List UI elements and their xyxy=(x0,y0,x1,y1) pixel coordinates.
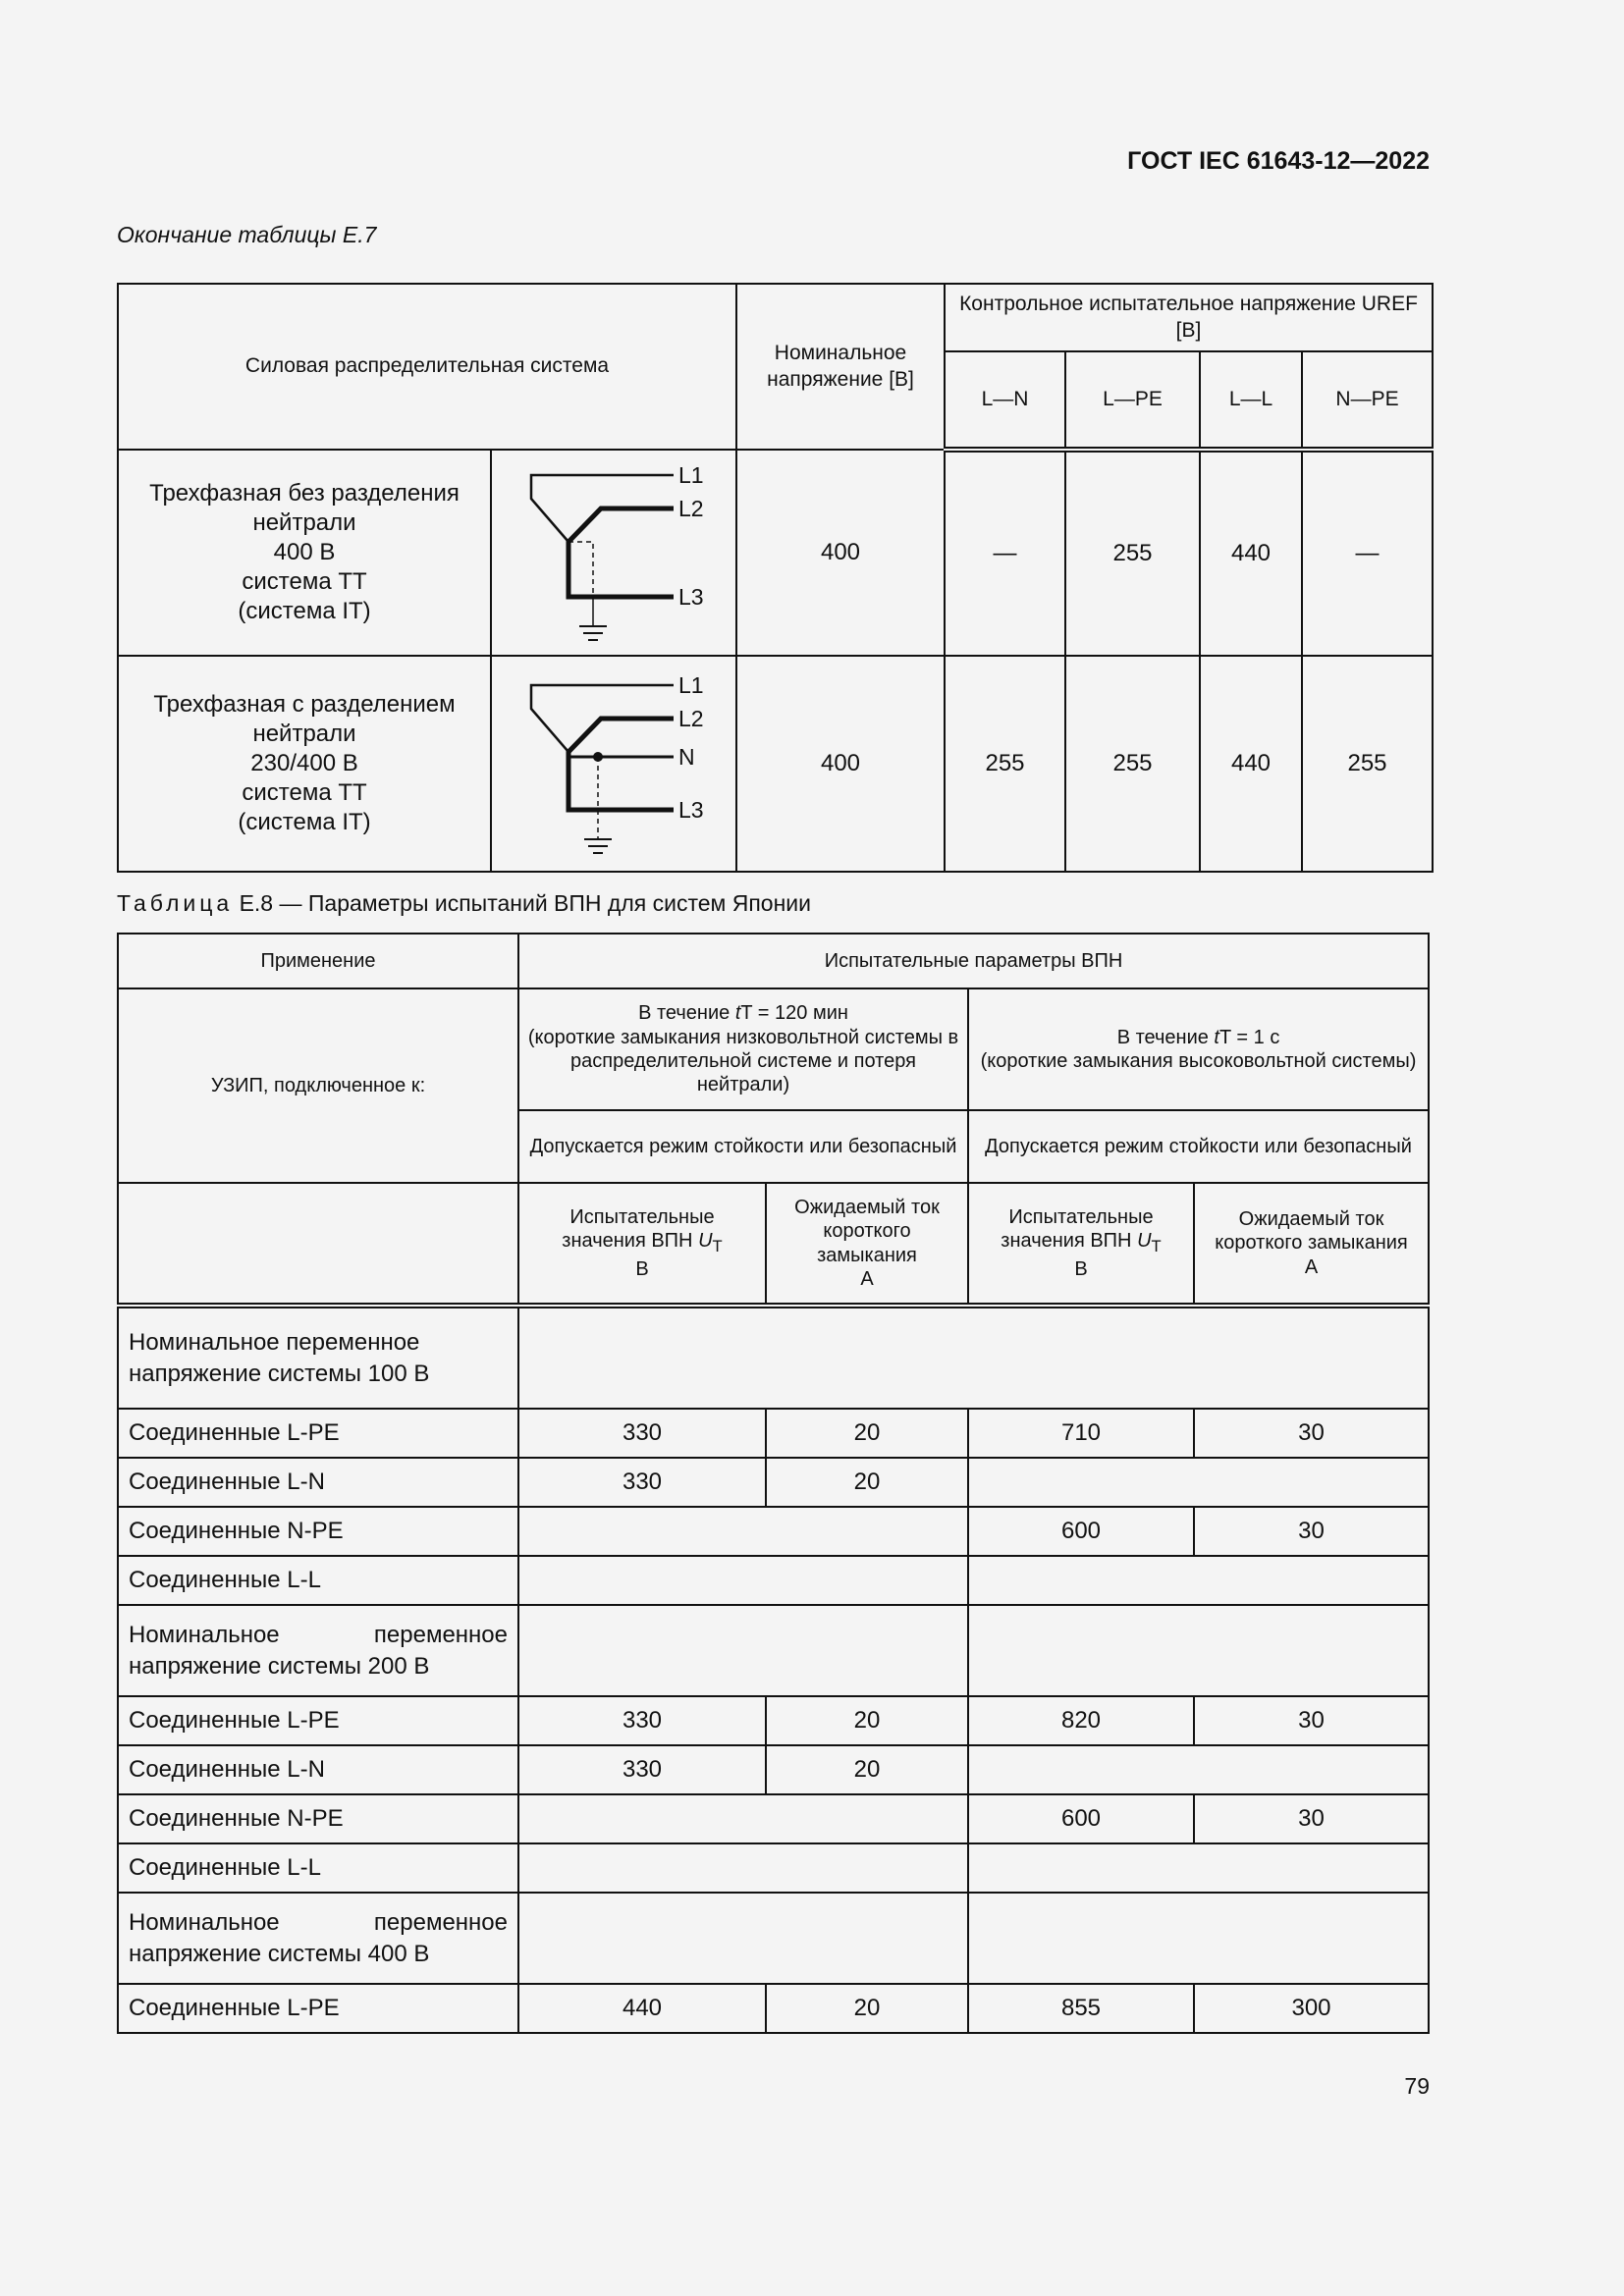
text-line: нейтрали xyxy=(252,721,356,747)
header-mode-1: Допускается режим стойкости или безопасный xyxy=(518,1110,968,1183)
empty-cell xyxy=(518,1556,968,1605)
value-v1: 330 xyxy=(518,1458,766,1507)
value-i1: 20 xyxy=(766,1458,968,1507)
header-test-values-1 xyxy=(518,1183,766,1306)
wye-diagram-svg xyxy=(492,452,733,654)
row-label: Соединенные L-N xyxy=(118,1745,518,1794)
value-i2: 30 xyxy=(1194,1507,1429,1556)
header-period-1s xyxy=(968,988,1429,1110)
value-n-pe: — xyxy=(1302,450,1433,656)
row-label: Соединенные N-PE xyxy=(118,1507,518,1556)
empty-cell xyxy=(518,1843,968,1893)
empty-cell xyxy=(518,1306,1429,1409)
diagram-label-l1: L1 xyxy=(678,672,704,698)
value-v2: 710 xyxy=(968,1409,1194,1458)
text-line: 400 В xyxy=(273,539,336,565)
header-text: Ожидаемый ток короткого замыкания xyxy=(794,1196,940,1266)
diagram-label-l3: L3 xyxy=(678,797,704,823)
table-e8 xyxy=(117,933,1430,2034)
table-row xyxy=(118,1409,1429,1458)
header-text: Ожидаемый ток короткого замыкания xyxy=(1215,1207,1408,1255)
value-n-pe: 255 xyxy=(1302,656,1433,872)
value-l-n: — xyxy=(945,450,1065,656)
row-label: Соединенные L-L xyxy=(118,1556,518,1605)
value-i1: 20 xyxy=(766,1409,968,1458)
page-number: 79 xyxy=(1404,2073,1430,2099)
empty-cell xyxy=(968,1745,1429,1794)
wye-neutral-diagram-svg xyxy=(492,658,733,870)
table-row xyxy=(118,1843,1429,1893)
header-text: Испытательные значения ВПН xyxy=(1001,1205,1154,1253)
symbol-sub: T xyxy=(712,1237,723,1256)
period-text: T = 120 мин xyxy=(740,1002,848,1025)
value-v1: 440 xyxy=(518,1984,766,2033)
diagram-label-l2: L2 xyxy=(678,496,704,521)
diagram-label-l2: L2 xyxy=(678,706,704,731)
neutral-node-dot xyxy=(593,752,603,762)
period-text: В течение xyxy=(638,1002,735,1025)
nominal-voltage-cell: 400 xyxy=(736,656,945,872)
value-v2: 600 xyxy=(968,1794,1194,1843)
header-system: Силовая распределительная система xyxy=(118,284,736,450)
text-line: (система IT) xyxy=(238,809,371,835)
period-text: В течение xyxy=(1116,1026,1215,1048)
header-period-120min xyxy=(518,988,968,1110)
text-line: Трехфазная без разделения xyxy=(149,480,460,507)
table-continuation-label: Окончание таблицы Е.7 xyxy=(117,222,377,247)
table-row xyxy=(118,1556,1429,1605)
text-line: 230/400 В xyxy=(250,750,358,776)
three-phase-wye-neutral-diagram xyxy=(491,656,736,872)
empty-cell xyxy=(968,1843,1429,1893)
section-label-200v: Номинальное переменное напряжение системы 200 В xyxy=(118,1605,518,1696)
value-l-n: 255 xyxy=(945,656,1065,872)
header-col-n-pe: N—PE xyxy=(1302,351,1433,450)
text-line: система ТТ xyxy=(242,568,367,595)
text-line: Трехфазная с разделением xyxy=(153,691,456,718)
three-phase-wye-diagram xyxy=(491,450,736,656)
value-i2: 30 xyxy=(1194,1696,1429,1745)
value-v2: 855 xyxy=(968,1984,1194,2033)
symbol-sub: T xyxy=(1151,1237,1162,1256)
header-spd-connected: УЗИП, подключенное к: xyxy=(118,988,518,1183)
header-col-l-l: L—L xyxy=(1200,351,1302,450)
value-v1: 330 xyxy=(518,1696,766,1745)
row-label: Соединенные N-PE xyxy=(118,1794,518,1843)
empty-cell xyxy=(518,1893,968,1984)
header-test-params: Испытательные параметры ВПН xyxy=(518,934,1429,988)
table-row xyxy=(118,1696,1429,1745)
period-note: (короткие замыкания низковольтной системы в распределительной системе и потеря нейтрали) xyxy=(527,1026,959,1096)
header-application: Применение xyxy=(118,934,518,988)
system-description xyxy=(118,656,491,872)
table-e7 xyxy=(117,283,1434,873)
section-label-100v: Номинальное переменное напряжение системы 100 В xyxy=(118,1306,518,1409)
header-text: Испытательные значения ВПН xyxy=(562,1205,715,1253)
table-row xyxy=(118,1984,1429,2033)
row-label: Соединенные L-PE xyxy=(118,1984,518,2033)
table-row xyxy=(118,1794,1429,1843)
header-expected-current-2 xyxy=(1194,1183,1429,1306)
unit-label: А xyxy=(1304,1255,1319,1278)
header-uref: Контрольное испытательное напряжение UREF [В] xyxy=(945,284,1433,351)
period-symbol: t xyxy=(1214,1026,1219,1048)
diagram-label-l3: L3 xyxy=(678,584,704,610)
section-label-400v: Номинальное переменное напряжение системы 400 В xyxy=(118,1893,518,1984)
value-v1: 330 xyxy=(518,1745,766,1794)
empty-cell xyxy=(518,1507,968,1556)
table-e8-caption xyxy=(117,890,811,917)
value-l-l: 440 xyxy=(1200,450,1302,656)
empty-cell xyxy=(518,1605,968,1696)
period-note: (короткие замыкания высоковольтной системы) xyxy=(980,1050,1417,1072)
diagram-label-n: N xyxy=(678,744,695,770)
empty-cell xyxy=(968,1605,1429,1696)
table-row xyxy=(118,1745,1429,1794)
value-v2: 820 xyxy=(968,1696,1194,1745)
value-v2: 600 xyxy=(968,1507,1194,1556)
caption-text: Е.8 — Параметры испытаний ВПН для систем Японии xyxy=(233,890,811,916)
caption-prefix: Таблица xyxy=(117,890,234,916)
value-v1: 330 xyxy=(518,1409,766,1458)
unit-label: А xyxy=(860,1267,874,1290)
value-l-pe: 255 xyxy=(1065,656,1200,872)
value-l-l: 440 xyxy=(1200,656,1302,872)
row-label: Соединенные L-PE xyxy=(118,1696,518,1745)
value-i1: 20 xyxy=(766,1984,968,2033)
header-expected-current-1 xyxy=(766,1183,968,1306)
system-description xyxy=(118,450,491,656)
value-i2: 30 xyxy=(1194,1794,1429,1843)
header-col-l-n: L—N xyxy=(945,351,1065,450)
header-mode-2: Допускается режим стойкости или безопасный xyxy=(968,1110,1429,1183)
row-label: Соединенные L-L xyxy=(118,1843,518,1893)
value-i1: 20 xyxy=(766,1696,968,1745)
text-line: система ТТ xyxy=(242,779,367,806)
table-row xyxy=(118,1458,1429,1507)
text-line: нейтрали xyxy=(252,509,356,536)
period-symbol: t xyxy=(734,1002,741,1025)
header-nominal-voltage: Номинальное напряжение [В] xyxy=(736,284,945,450)
row-label: Соединенные L-N xyxy=(118,1458,518,1507)
header-col-l-pe: L—PE xyxy=(1065,351,1200,450)
empty-cell xyxy=(968,1556,1429,1605)
row-label: Соединенные L-PE xyxy=(118,1409,518,1458)
empty-cell xyxy=(968,1893,1429,1984)
diagram-label-l1: L1 xyxy=(678,462,704,488)
header-empty xyxy=(118,1183,518,1306)
value-i1: 20 xyxy=(766,1745,968,1794)
value-l-pe: 255 xyxy=(1065,450,1200,656)
unit-label: В xyxy=(635,1257,649,1280)
empty-cell xyxy=(968,1458,1429,1507)
value-i2: 30 xyxy=(1194,1409,1429,1458)
empty-cell xyxy=(518,1794,968,1843)
table-row xyxy=(118,1507,1429,1556)
unit-label: В xyxy=(1074,1257,1088,1280)
text-line: (система IT) xyxy=(238,598,371,624)
symbol-u: U xyxy=(698,1230,713,1253)
nominal-voltage-cell: 400 xyxy=(736,450,945,656)
document-header-title: ГОСТ IEC 61643-12—2022 xyxy=(1127,147,1430,175)
header-test-values-2 xyxy=(968,1183,1194,1306)
symbol-u: U xyxy=(1137,1230,1152,1253)
period-text: T = 1 с xyxy=(1218,1026,1280,1048)
value-i2: 300 xyxy=(1194,1984,1429,2033)
